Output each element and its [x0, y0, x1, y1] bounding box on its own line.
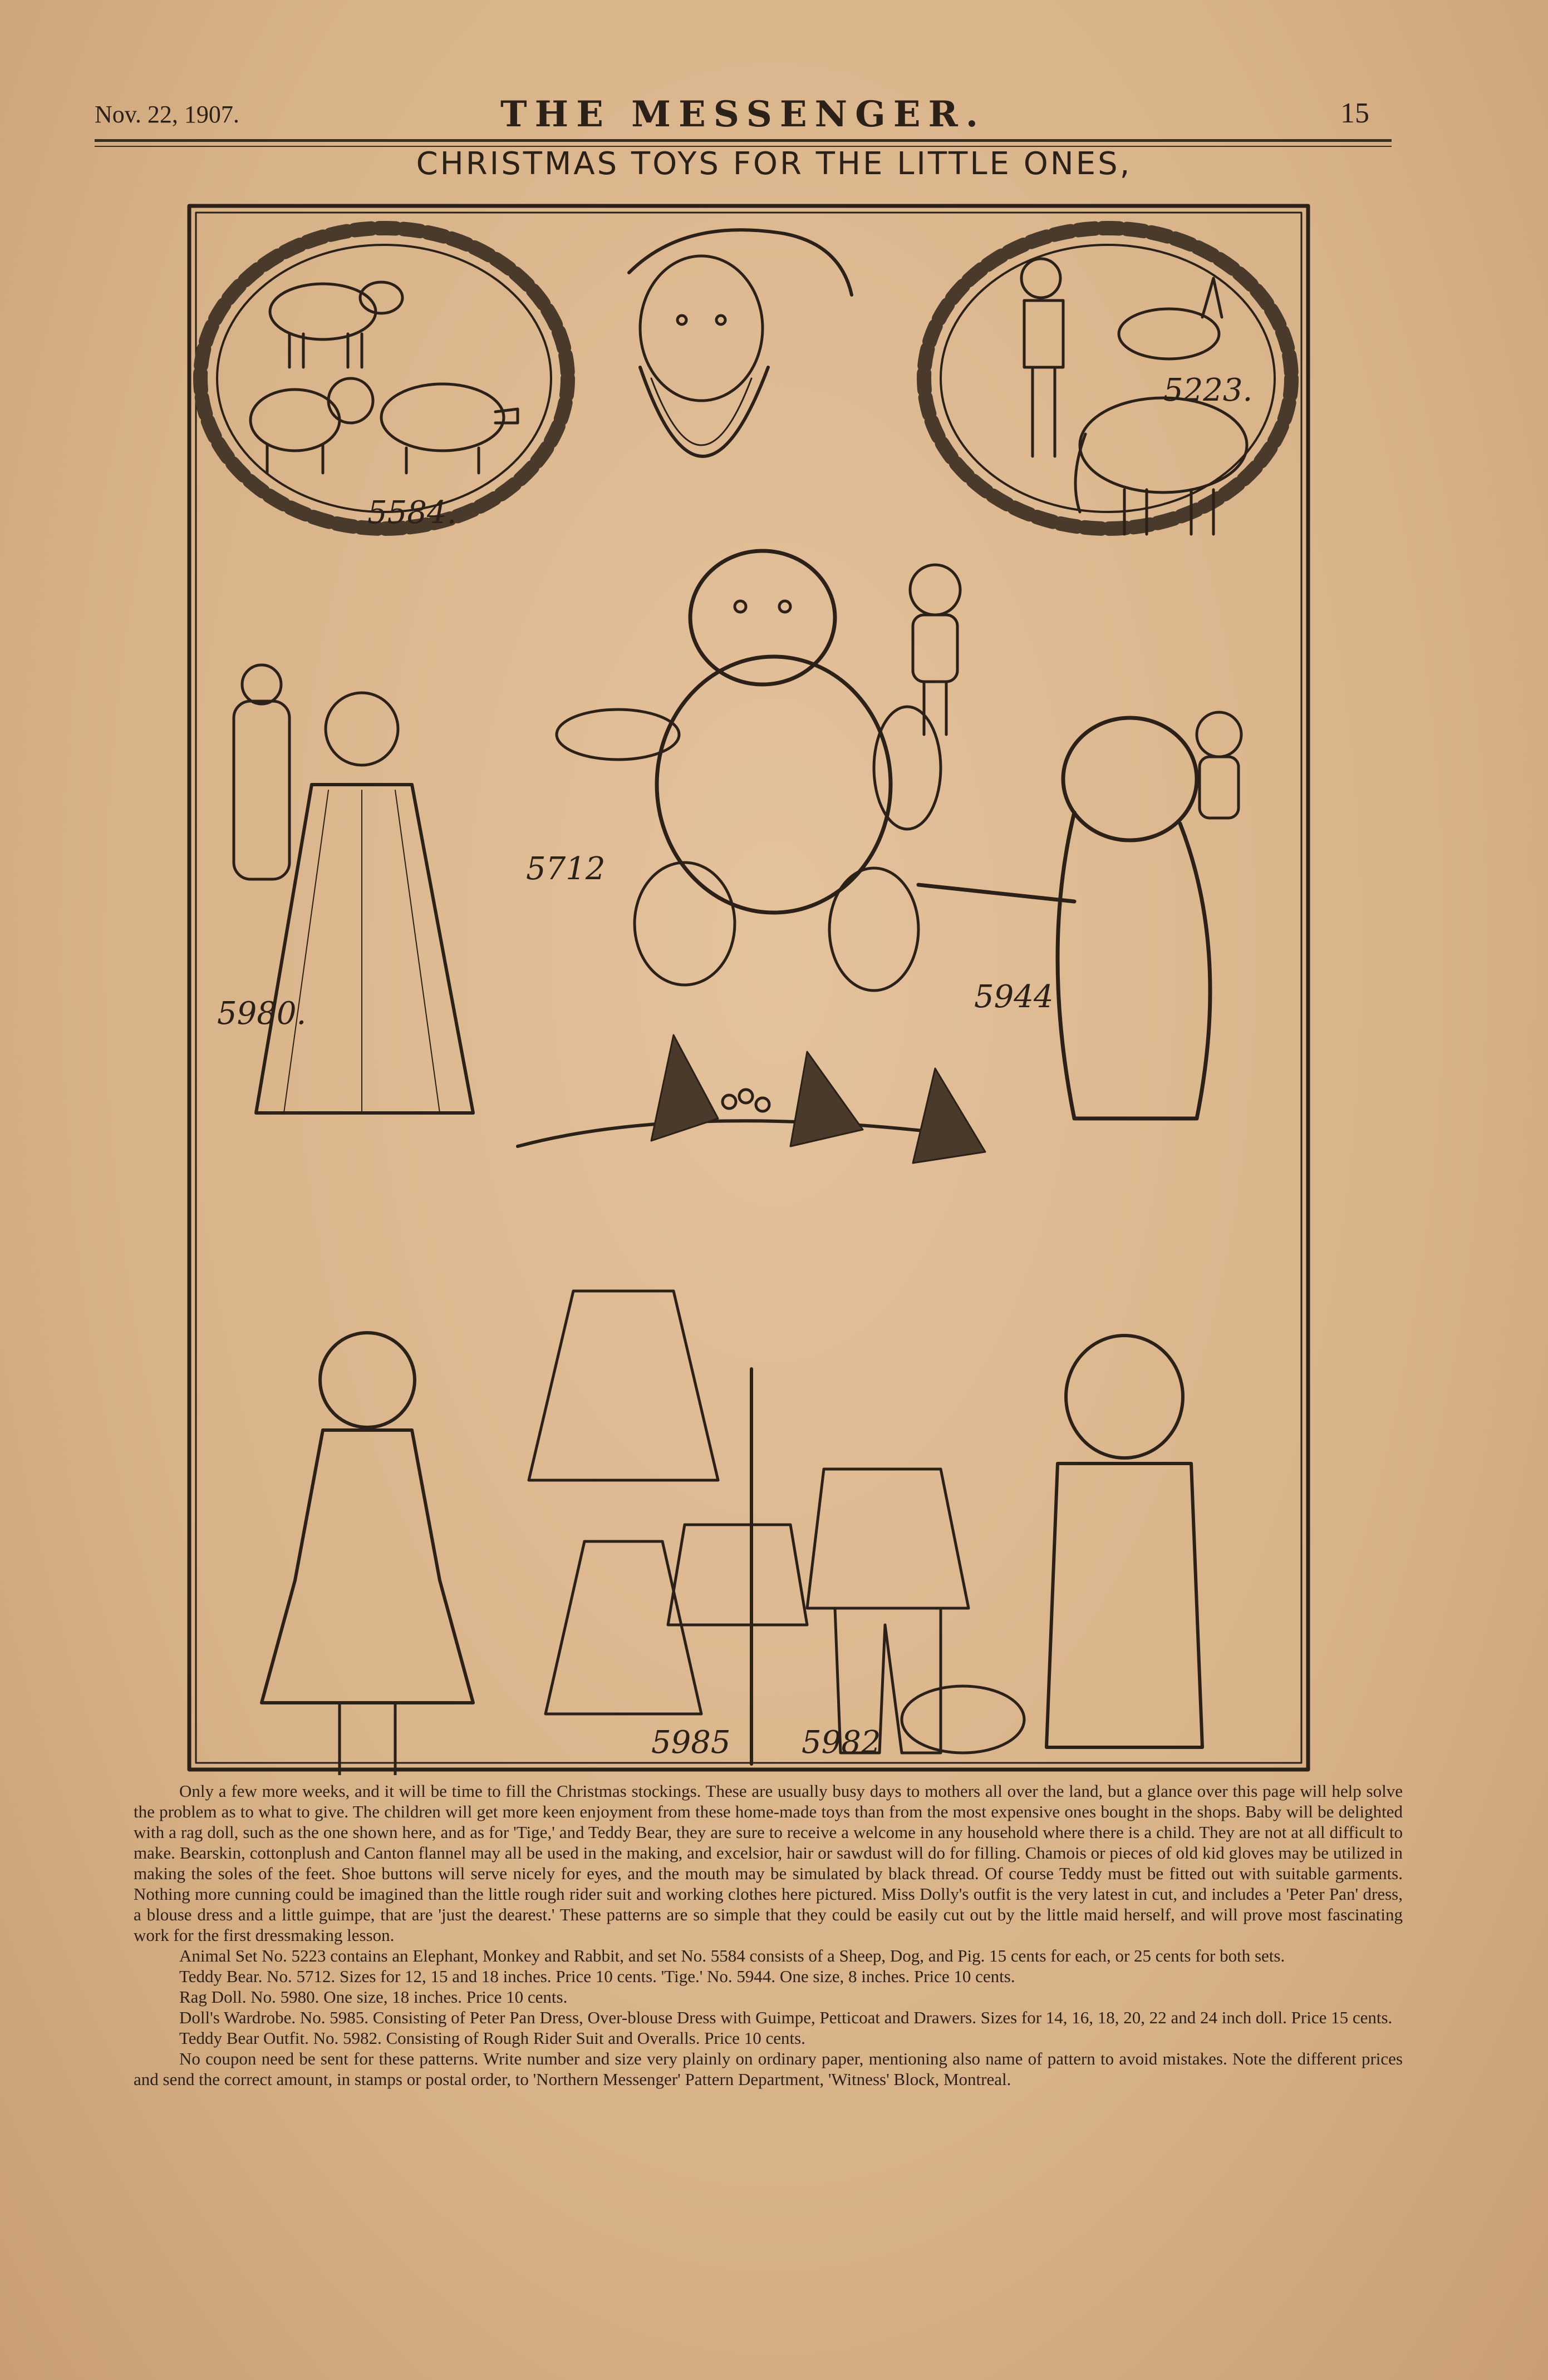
elephant-pattern: [1075, 398, 1247, 534]
pattern-number-5584: 5584.: [367, 495, 457, 531]
doll-wardrobe-drawing: [529, 1291, 807, 1714]
pattern-number-5223: 5223.: [1163, 372, 1253, 408]
page-number: 15: [1340, 97, 1369, 129]
article-paragraph-animal-sets: Animal Set No. 5223 contains an Elephant, Monkey and Rabbit, and set No. 5584 consists of a Sheep, Dog, and Pig. 15 cents for each, or 25 cents for both sets.: [179, 1946, 1285, 1965]
article-body: [134, 1781, 1403, 2090]
pig-pattern: [381, 384, 518, 473]
article-paragraph-teddy-outfit: Teddy Bear Outfit. No. 5982. Consisting of Rough Rider Suit and Overalls. Price 10 cents.: [179, 2028, 805, 2048]
rabbit-pattern: [1119, 278, 1222, 359]
section-title: CHRISTMAS TOYS FOR THE LITTLE ONES,: [416, 146, 1132, 182]
holly-sprig-drawing: [518, 1035, 985, 1163]
rough-rider-suit-drawing: [807, 1469, 1024, 1753]
holly-wreath-left: [200, 228, 568, 529]
girl-doll-drawing: [262, 1333, 473, 1775]
pattern-number-5980: 5980.: [217, 996, 307, 1032]
article-paragraph-teddy-tige: Teddy Bear. No. 5712. Sizes for 12, 15 and 18 inches. Price 10 cents. 'Tige.' No. 5944. One size, 8 inches. Price 10 cents.: [179, 1967, 1015, 1986]
santa-claus-drawing: [629, 230, 852, 456]
pattern-number-5712: 5712: [526, 851, 606, 887]
tige-bulldog-drawing: [918, 718, 1210, 1118]
article-paragraph-ordering: No coupon need be sent for these patterns. Write number and size very plainly on ordinary paper, mentioning also name of pattern to avoid mistakes. Note the different prices and send the correct amount, in stamps or postal order, to 'Northern Messenger' Pattern Department, 'Witness' Block, Montreal.: [134, 2049, 1403, 2089]
issue-date: Nov. 22, 1907.: [95, 101, 239, 128]
masthead-title: THE MESSENGER.: [500, 93, 986, 135]
sheep-pattern: [270, 282, 402, 367]
header-rule: [95, 139, 1392, 142]
monkey-pattern: [1021, 259, 1063, 456]
toy-patterns-illustration: [184, 200, 1314, 1775]
illustration-border: [189, 206, 1308, 1770]
pattern-number-5985: 5985: [651, 1724, 731, 1761]
pattern-number-5944: 5944: [974, 979, 1054, 1015]
pattern-number-5982: 5982: [802, 1724, 881, 1761]
bear-overalls-drawing: [1046, 1336, 1202, 1747]
page-header: [95, 89, 1392, 139]
article-paragraph-intro: Only a few more weeks, and it will be time to fill the Christmas stockings. These are usually busy days to mothers all over the land, but a glance over this page will help solve the problem as to what to give. The children will get more keen enjoyment from these home-made toys than from the most expensive ones bought in the shops. Baby will be delighted with a rag doll, such as the one shown here, and as for 'Tige,' and Teddy Bear, they are sure to receive a welcome in any household where there is a child. They are not at all difficult to make. Bearskin, cottonplush and Canton flannel may all be used in the making, and excelsior, hair or sawdust will do for filling. Chamois or pieces of old kid gloves may be utilized in making the soles of the feet. Shoe buttons will serve nicely for eyes, and the mouth may be simulated by black thread. Of course Teddy must be fitted out with suitable garments. Nothing more cunning could be imagined than the little rough rider suit and working clothes here pictured. Miss Dolly's outfit is the very latest in cut, and includes a 'Peter Pan' dress, a blouse dress and a little guimpe, that are 'just the dearest.' These patterns are so simple that they could be easily cut out by the little maid herself, and will prove most fascinating work for the first dressmaking lesson.: [134, 1781, 1403, 1945]
article-paragraph-rag-doll: Rag Doll. No. 5980. One size, 18 inches. Price 10 cents.: [179, 1987, 568, 2007]
article-paragraph-wardrobe: Doll's Wardrobe. No. 5985. Consisting of Peter Pan Dress, Over-blouse Dress with Guimpe, Petticoat and Drawers. Sizes for 14, 16, 18, 20, 22 and 24 inch doll. Price 15 cents.: [179, 2008, 1393, 2027]
dog-pattern: [250, 378, 373, 473]
teddy-bear-drawing: [557, 551, 941, 991]
teddy-pattern-pieces: [910, 565, 1241, 818]
rag-doll-drawing: [234, 665, 473, 1113]
